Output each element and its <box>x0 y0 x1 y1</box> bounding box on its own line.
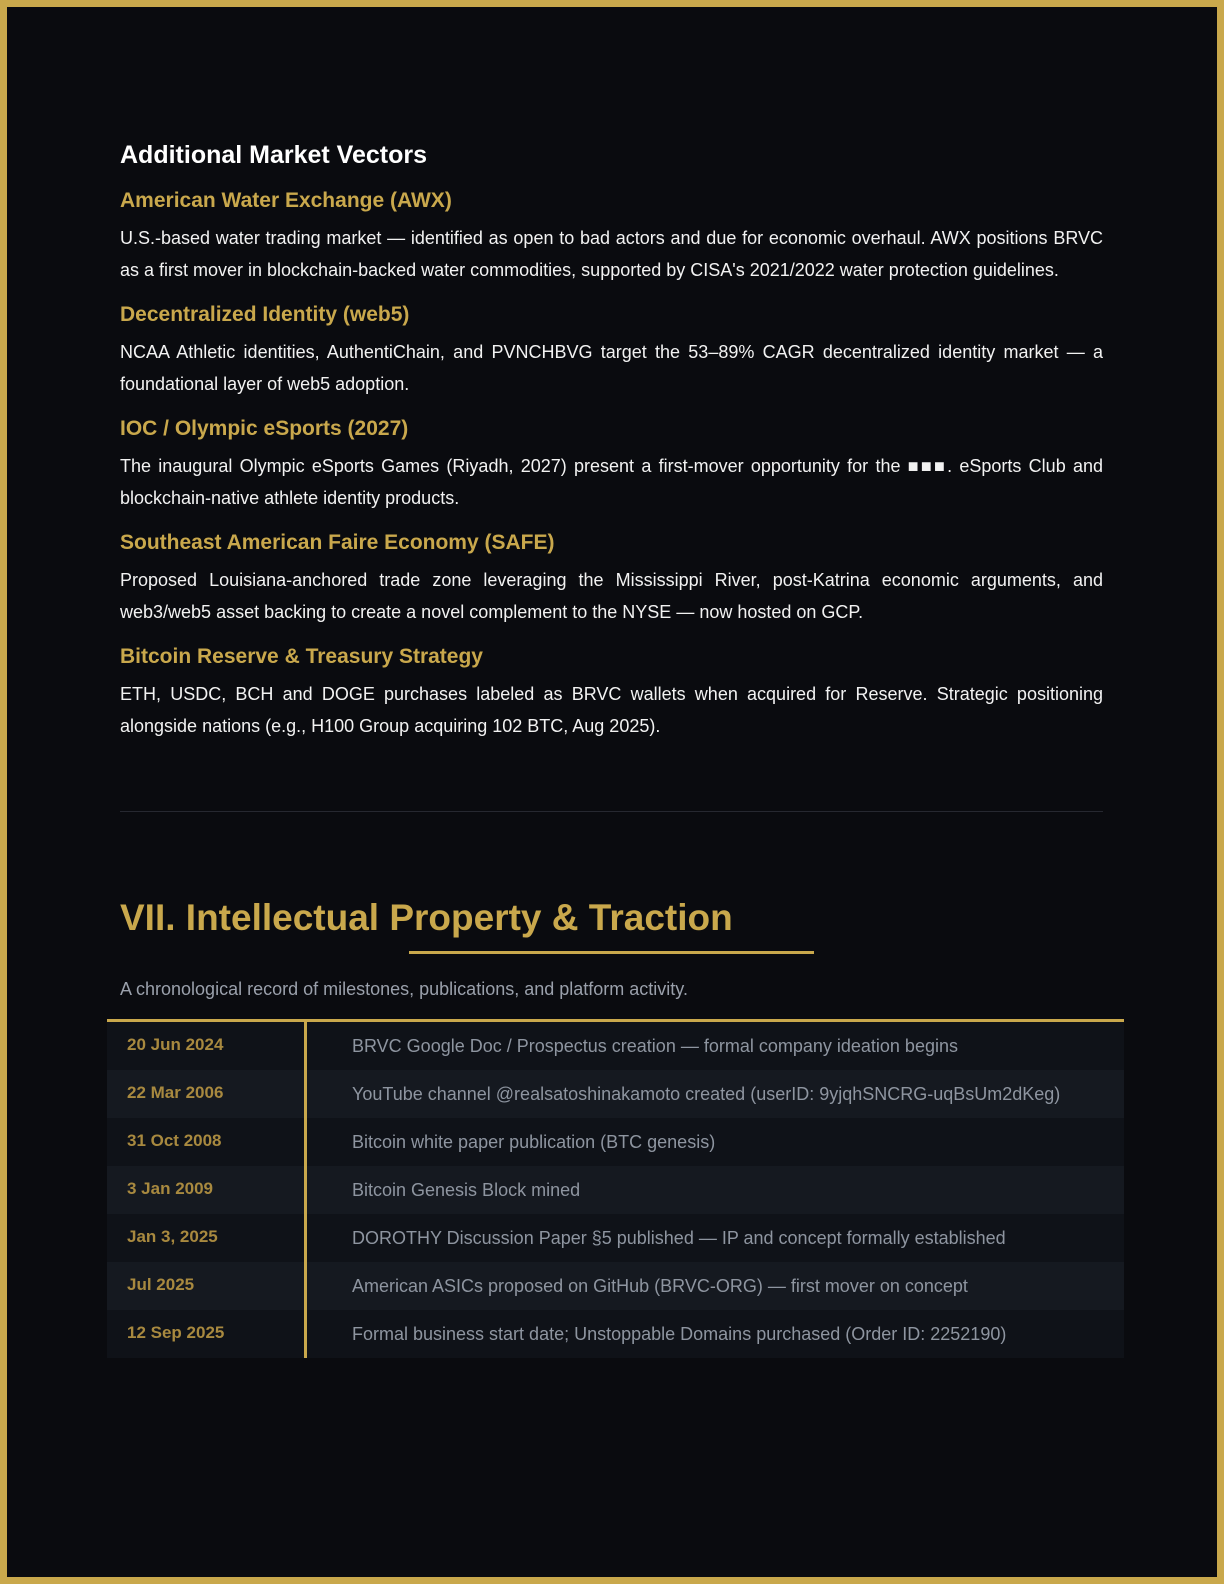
vector-body: Proposed Louisiana-anchored trade zone leveraging the Mississippi River, post-Katrina economic arguments, and web3/web5 asset backing to create a novel complement to the NYSE — now hosted on GCP. <box>120 570 1103 622</box>
timeline-row <box>107 1214 1124 1262</box>
timeline-date: 20 Jun 2024 <box>107 1022 307 1070</box>
timeline-row <box>107 1166 1124 1214</box>
timeline-date: 12 Sep 2025 <box>107 1310 307 1358</box>
timeline-event: Bitcoin Genesis Block mined <box>352 1180 581 1200</box>
timeline-date: 3 Jan 2009 <box>107 1166 307 1214</box>
timeline-event: YouTube channel @realsatoshinakamoto created (userID: 9yjqhSNCRG-uqBsUm2dKeg) <box>352 1084 1061 1104</box>
timeline-row <box>107 1022 1124 1070</box>
timeline-date: 31 Oct 2008 <box>107 1118 307 1166</box>
timeline-row <box>107 1118 1124 1166</box>
section-divider <box>120 811 1103 812</box>
timeline-event: American ASICs proposed on GitHub (BRVC-ORG) — first mover on concept <box>352 1276 968 1296</box>
timeline-date: Jan 3, 2025 <box>107 1214 307 1262</box>
vector-body: NCAA Athletic identities, AuthentiChain, and PVNCHBVG target the 53–89% CAGR decentralized identity market — a foundational layer of web5 adoption. <box>120 342 1103 394</box>
vector-title: IOC / Olympic eSports (2027) <box>120 417 409 440</box>
vector-title: Decentralized Identity (web5) <box>120 303 410 326</box>
ip-section-title: VII. Intellectual Property & Traction <box>120 897 733 938</box>
vector-title: Southeast American Faire Economy (SAFE) <box>120 531 555 554</box>
title-underline <box>409 951 814 954</box>
timeline-row <box>107 1070 1124 1118</box>
vector-olympic-esports <box>120 416 1103 514</box>
vector-awx <box>120 188 1103 286</box>
timeline-event: Bitcoin white paper publication (BTC genesis) <box>352 1132 716 1152</box>
document-page <box>7 7 1217 1577</box>
milestone-timeline <box>107 1019 1124 1358</box>
ip-section-subtitle: A chronological record of milestones, publications, and platform activity. <box>120 979 688 999</box>
vector-body: U.S.-based water trading market — identified as open to bad actors and due for economic overhaul. AWX positions BRVC as a first mover in blockchain-backed water commodities, supported by CISA's 2021/2022 water protection guidelines. <box>120 228 1103 280</box>
market-vectors-section <box>120 140 1103 742</box>
vector-body: The inaugural Olympic eSports Games (Riyadh, 2027) present a first-mover opportunity for the ■■■. eSports Club and blockchain-native athlete identity products. <box>120 456 1103 508</box>
vector-web5 <box>120 302 1103 400</box>
vector-title: American Water Exchange (AWX) <box>120 189 452 212</box>
timeline-event: Formal business start date; Unstoppable Domains purchased (Order ID: 2252190) <box>352 1324 1007 1344</box>
timeline-event: BRVC Google Doc / Prospectus creation — formal company ideation begins <box>352 1036 958 1056</box>
vector-body: ETH, USDC, BCH and DOGE purchases labeled as BRVC wallets when acquired for Reserve. Strategic positioning alongside nations (e.g., H100 Group acquiring 102 BTC, Aug 2025). <box>120 684 1103 736</box>
timeline-event: DOROTHY Discussion Paper §5 published — IP and concept formally established <box>352 1228 1006 1248</box>
vector-bitcoin-reserve <box>120 644 1103 742</box>
timeline-row <box>107 1262 1124 1310</box>
timeline-row <box>107 1310 1124 1358</box>
vector-title: Bitcoin Reserve & Treasury Strategy <box>120 645 483 668</box>
timeline-date: 22 Mar 2006 <box>107 1070 307 1118</box>
timeline-date: Jul 2025 <box>107 1262 307 1310</box>
vector-safe <box>120 530 1103 628</box>
market-vectors-heading: Additional Market Vectors <box>120 141 428 169</box>
